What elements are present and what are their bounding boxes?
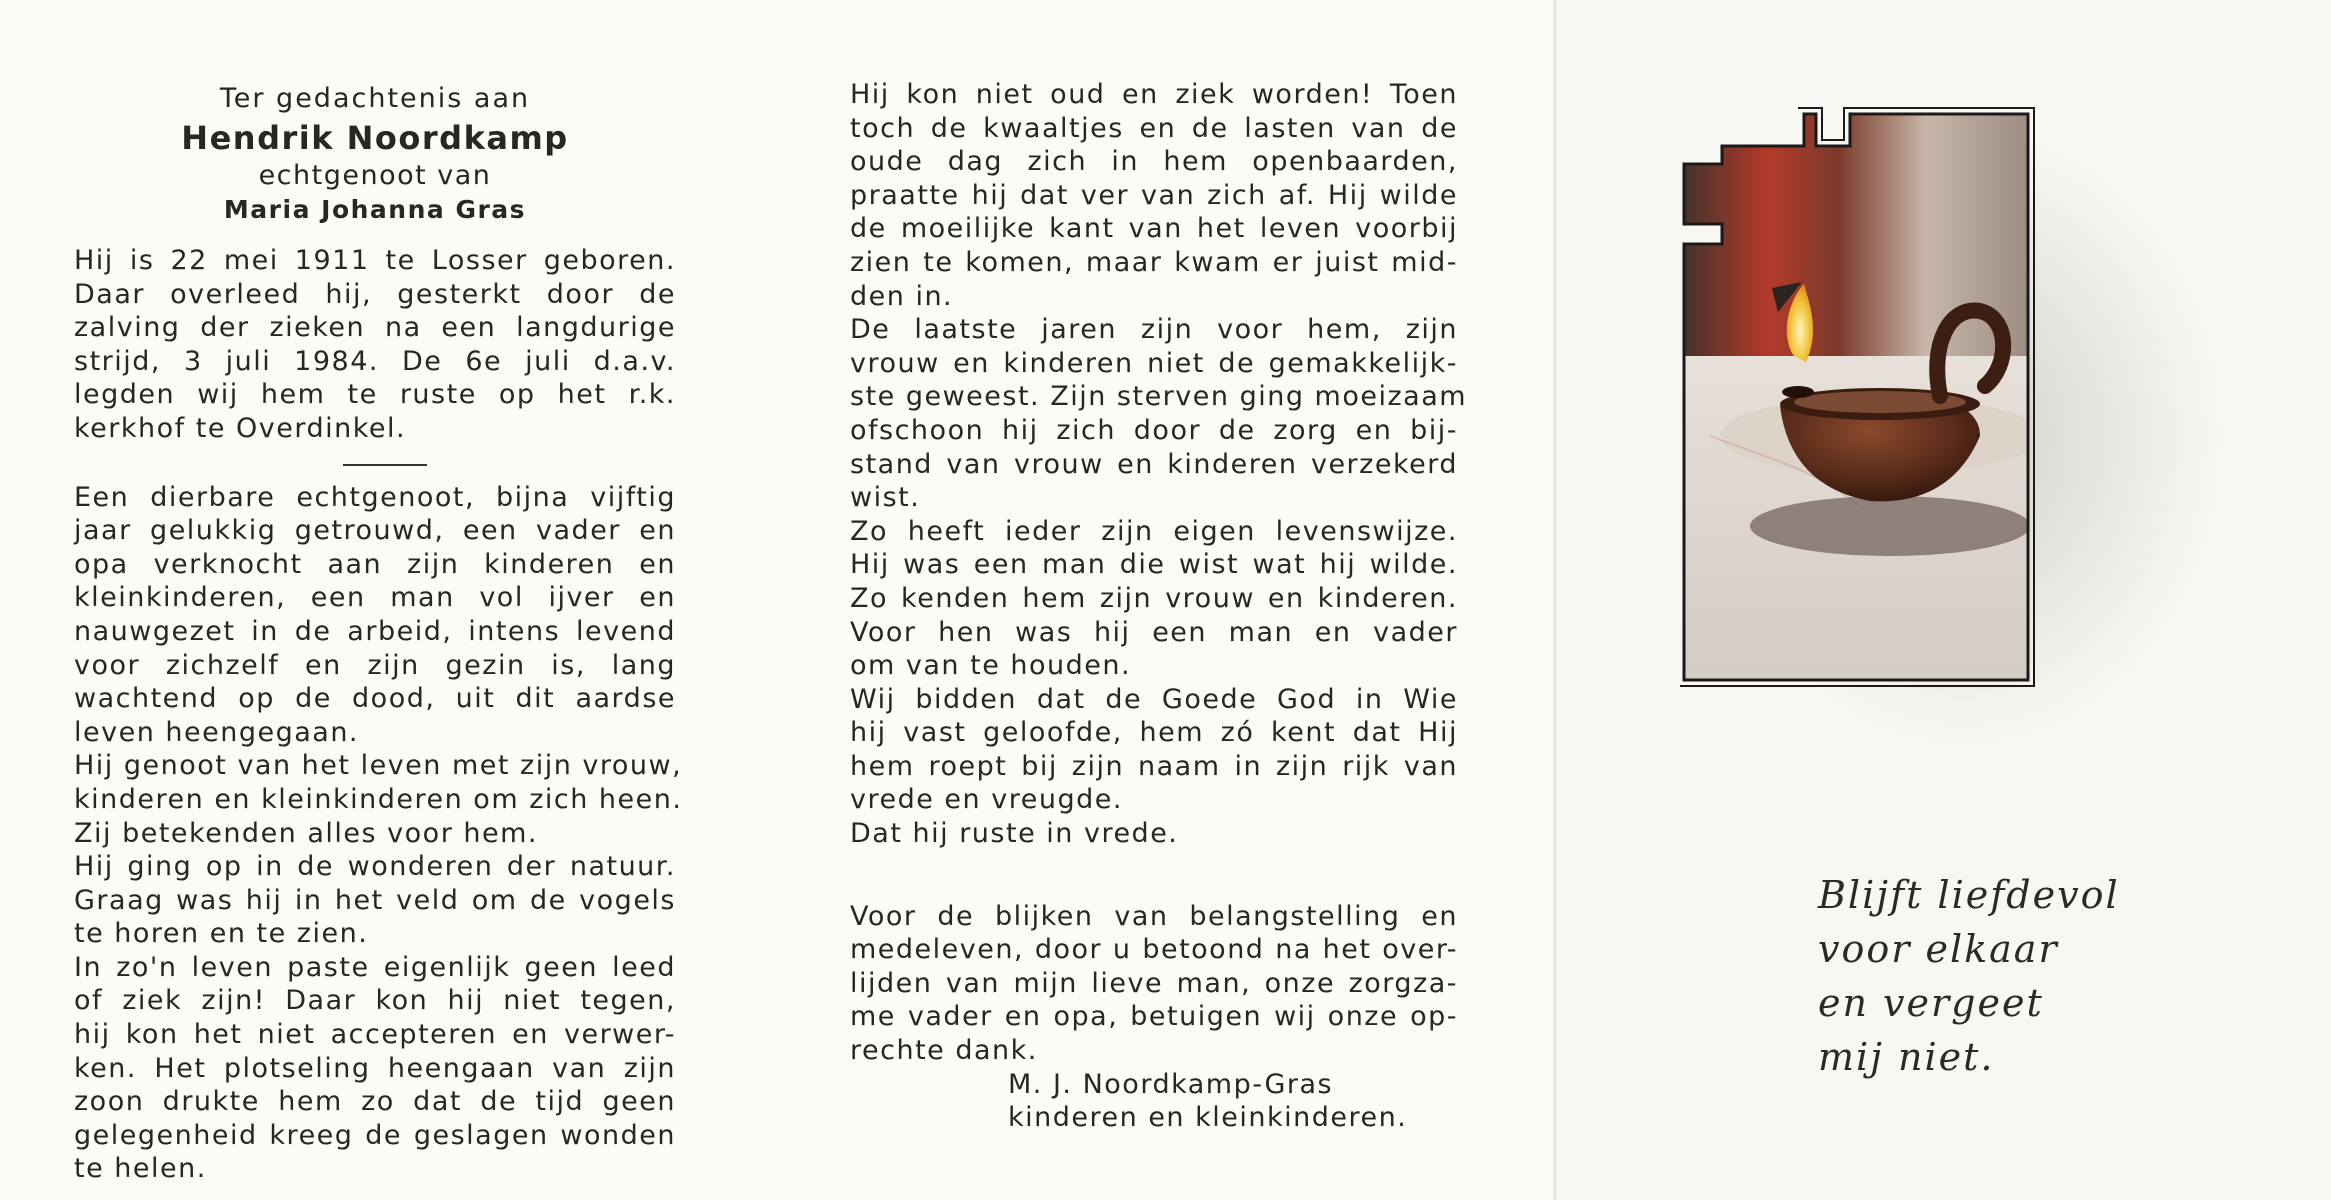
text-line: kinderen en kleinkinderen om zich heen. bbox=[74, 783, 683, 815]
text-line: ste geweest. Zijn sterven ging moeizaam bbox=[850, 381, 1468, 413]
text-line: Hij genoot van het leven met zijn vrouw, bbox=[74, 750, 683, 782]
text-line: kleinkinderen, een man vol ijver en bbox=[74, 582, 676, 614]
memorial-poem bbox=[1818, 868, 2120, 1084]
text-line: jaar gelukkig getrouwd, een vader en bbox=[74, 515, 676, 547]
text-line: lijden van mijn lieve man, onze zorgza- bbox=[850, 967, 1458, 999]
text-line: Hij was een man die wist wat hij wilde. bbox=[850, 549, 1458, 581]
text-line: Graag was hij in het veld om de vogels bbox=[74, 884, 676, 916]
text-line: oude dag zich in hem openbaarden, bbox=[850, 146, 1458, 178]
text-line: wist. bbox=[850, 482, 921, 514]
text-line: Een dierbare echtgenoot, bijna vijftig bbox=[74, 481, 676, 513]
heading-intro: Ter gedachtenis aan bbox=[219, 83, 531, 114]
text-line: stand van vrouw en kinderen verzekerd bbox=[850, 448, 1458, 480]
text-line: vrede en vreugde. bbox=[850, 784, 1123, 816]
poem-line: voor elkaar bbox=[1818, 927, 2059, 971]
text-line: In zo'n leven paste eigenlijk geen leed bbox=[74, 951, 676, 983]
text-line: Daar overleed hij, gesterkt door de bbox=[74, 278, 676, 310]
poem-line: Blijft liefdevol bbox=[1818, 873, 2120, 917]
text-line: kerkhof te Overdinkel. bbox=[74, 412, 407, 444]
column-left bbox=[74, 244, 683, 1186]
text-line: De laatste jaren zijn voor hem, zijn bbox=[850, 314, 1458, 346]
spouse-name: Maria Johanna Gras bbox=[223, 195, 527, 224]
text-line: legden wij hem te ruste op het r.k. bbox=[74, 379, 676, 411]
thanks-paragraph bbox=[850, 900, 1458, 1135]
text-line: strijd, 3 juli 1984. De 6e juli d.a.v. bbox=[74, 345, 676, 377]
text-line: Dat hij ruste in vrede. bbox=[850, 818, 1179, 850]
text-line: te horen en te zien. bbox=[74, 918, 369, 950]
poem-line: mij niet. bbox=[1818, 1035, 1995, 1079]
card-fold bbox=[1553, 0, 1557, 1200]
heading-divider bbox=[343, 464, 427, 466]
text-line: hij vast geloofde, hem zó kent dat Hij bbox=[850, 717, 1458, 749]
text-line: Hij kon niet oud en ziek worden! Toen bbox=[850, 79, 1458, 110]
text-line: wachtend op de dood, uit dit aardse bbox=[74, 683, 676, 715]
deceased-name: Hendrik Noordkamp bbox=[181, 119, 569, 157]
text-line: om van te houden. bbox=[850, 650, 1132, 682]
text-line: vrouw en kinderen niet de gemakkelijk- bbox=[850, 347, 1458, 379]
text-line: gelegenheid kreeg de geslagen wonden bbox=[74, 1119, 676, 1151]
column-middle bbox=[850, 78, 1468, 1135]
text-line: Voor hen was hij een man en vader bbox=[850, 616, 1458, 648]
text-line: zalving der zieken na een langdurige bbox=[74, 312, 676, 344]
photo-frame bbox=[1680, 106, 2212, 734]
text-line: ofschoon hij zich door de zorg en bij- bbox=[850, 414, 1458, 446]
text-line: hem roept bij zijn naam in zijn rijk van bbox=[850, 750, 1458, 782]
text-line: rechte dank. bbox=[850, 1035, 1038, 1067]
life-paragraph bbox=[850, 78, 1468, 851]
text-line: leven heengegaan. bbox=[74, 716, 360, 748]
text-line: hij kon het niet accepteren en verwer- bbox=[74, 1019, 676, 1051]
signature-name: M. J. Noordkamp-Gras bbox=[1008, 1068, 1334, 1100]
text-line: Zo kenden hem zijn vrouw en kinderen. bbox=[850, 582, 1458, 614]
text-line: Zo heeft ieder zijn eigen levenswijze. bbox=[850, 515, 1458, 547]
heading-relation: echtgenoot van bbox=[258, 160, 492, 191]
text-line: toch de kwaaltjes en de lasten van de bbox=[850, 112, 1458, 144]
text-line: zoon drukte hem zo dat de tijd geen bbox=[74, 1086, 676, 1118]
memorial-heading bbox=[74, 82, 676, 228]
text-line: Wij bidden dat de Goede God in Wie bbox=[850, 683, 1458, 715]
text-line: voor zichzelf en zijn gezin is, lang bbox=[74, 649, 676, 681]
text-line: den in. bbox=[850, 280, 954, 312]
text-line: de moeilijke kant van het leven voorbij bbox=[850, 213, 1458, 245]
text-line: Voor de blijken van belangstelling en bbox=[850, 900, 1458, 932]
oil-lamp-photo bbox=[1680, 106, 2212, 734]
text-line: medeleven, door u betoond na het over- bbox=[850, 934, 1458, 966]
text-line: opa verknocht aan zijn kinderen en bbox=[74, 548, 676, 580]
text-line: Zij betekenden alles voor hem. bbox=[74, 817, 538, 849]
text-line: Hij ging op in de wonderen der natuur. bbox=[74, 851, 676, 883]
text-line: Hij is 22 mei 1911 te Losser geboren. bbox=[74, 245, 676, 276]
signature-family: kinderen en kleinkinderen. bbox=[1008, 1102, 1408, 1134]
text-line: praatte hij dat ver van zich af. Hij wilde bbox=[850, 179, 1458, 211]
text-line: ken. Het plotseling heengaan van zijn bbox=[74, 1052, 676, 1084]
text-line: zien te komen, maar kwam er juist mid- bbox=[850, 246, 1458, 278]
biography-paragraph bbox=[74, 244, 676, 446]
tribute-paragraph bbox=[74, 481, 683, 1186]
text-line: of ziek zijn! Daar kon hij niet tegen, bbox=[74, 985, 676, 1017]
poem-line: en vergeet bbox=[1818, 981, 2044, 1025]
text-line: me vader en opa, betuigen wij onze op- bbox=[850, 1001, 1458, 1033]
text-line: nauwgezet in de arbeid, intens levend bbox=[74, 615, 676, 647]
text-line: te helen. bbox=[74, 1153, 207, 1185]
